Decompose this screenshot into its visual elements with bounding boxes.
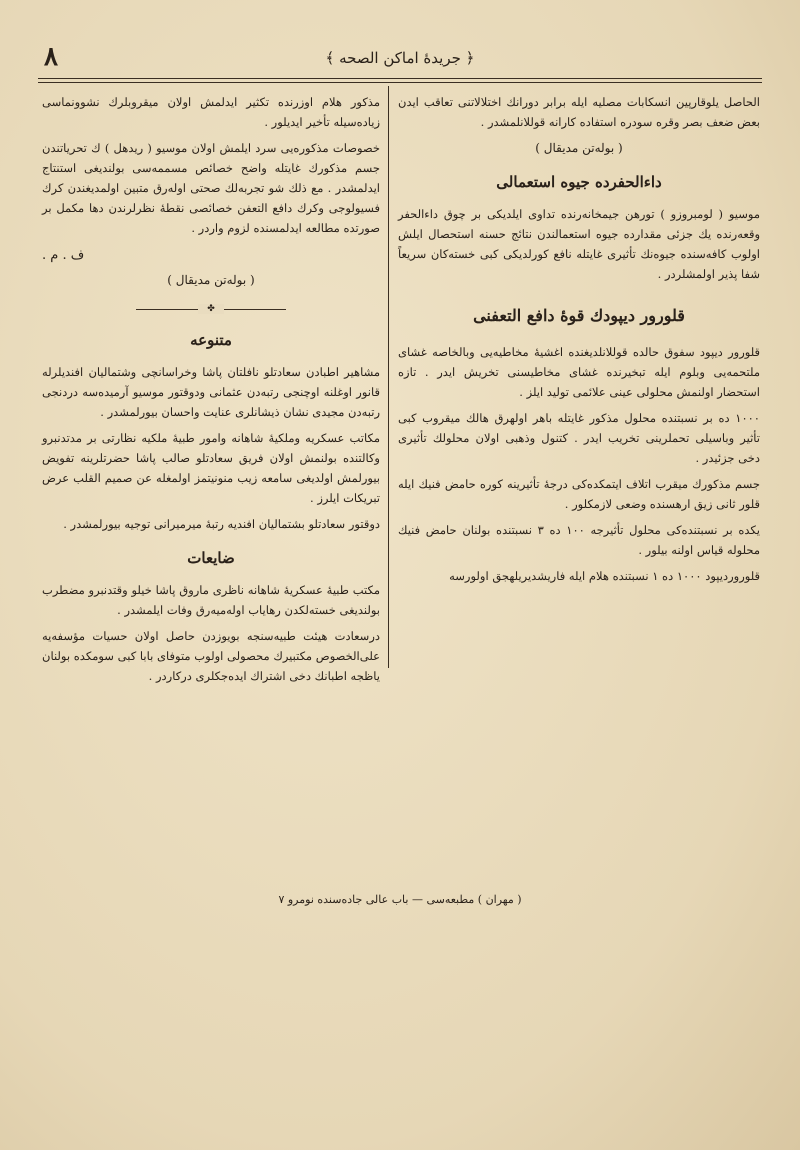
intro-paragraph: الحاصل يلوقارپين انسكابات مصليه ايله برابر دورانك اختلالاتنى تعاقب ايدن بعض ضعف بصر وقره سودره استفاده كارانه قوللانلمشدر . [398,95,760,129]
author-initials: ف . م . [42,248,85,263]
printer-imprint: ( مهران ) مطبعه‌سى — باب عالى جاده‌سنده نومرو ٧ [278,893,522,906]
page-number: ٨ [44,42,58,72]
continuation-paragraph-1: مذكور هلام اوزرنده تكثير ايدلمش اولان ميقروبلرك نشوونماسى زياده‌سيله تأخير ايديلور . [42,95,380,129]
section-title-miscellany: متنوعه [190,331,232,349]
section-title-losses: ضايعات [187,549,235,567]
right-column [398,92,760,592]
miscellany-paragraph-3: دوقتور سعادتلو بشتماليان افنديه رتبهٔ ميرميرانى توجيه بيورلمشدر . [63,517,380,531]
ornament-divider: ✤ [136,304,286,314]
source-signature: ( بوله‌تن مديقال ) [535,141,623,155]
header-rule-thin [38,82,762,83]
chloride-paragraph-2: ١٠٠٠ ده بر نسبتنده محلول مذكور غايتله باهر اولهرق هالك ميقروب كبى تأثير وباسيلى تحملرينى تخريب ايدر . كتنول وذهبى اولان محلولك تأثيرى دخى جزئيدر . [398,411,760,465]
miscellany-paragraph-1: مشاهير اطبادن سعادتلو نافلتان پاشا وخراسانچى وشتماليان افنديلرله قانور اوغلنه اوچنجى رتبه‌دن عثمانى ودوقتور موسيو آرميده‌سه دردنجى رتبه‌دن مجيدى نشان ذيشانلرى عنايت واحسان بيورلمشدر . [42,365,380,419]
miscellany-paragraph-2: مكاتب عسكريه وملكيهٔ شاهانه وامور طبيهٔ ملكيه نظارتى بر مدتدنبرو وكالتنده بولنمش اولان فريق سعادتلو صالب پاشا حضرتلرينه تفويض بيورلمش اولديغى سامعه زيب منونيتمز اولمغله عن صميم القلب عرض تبريكات ايلرز . [42,431,380,505]
header-rule [38,78,762,79]
running-title: ﴿ جريدهٔ اماكن الصحه ﴾ [325,49,475,67]
losses-paragraph-2: درسعادت هيئت طبيه‌سنجه بويوزدن حاصل اولان حسيات مؤسفه‌يه على‌الخصوص مكتبيرك محصولى اولوب متوفاى بابا كبى سومكده بولنان ياظجه اطبانك دخى اشتراك ايده‌جكلرى دركاردر . [42,629,380,683]
losses-paragraph-1: مكتب طبيهٔ عسكريهٔ شاهانه ناظرى ماروق پاشا خيلو وقتدنبرو مضطرب بولنديغى خسته‌لكدن رهاياب اوله‌ميه‌رق وفات ايلمشدر . [42,583,380,617]
chloride-paragraph-5: قلورورديپود ١٠٠٠ ده ١ نسبتنده هلام ايله فاريشديريلهجق اولورسه [449,569,760,583]
chloride-paragraph-3: جسم مذكورك ميقرب اتلاف ايتمكده‌كى درجهٔ تأثيرينه كوره حامض فنيك ايله قلور ثانى زيق ارهسنده وضعى لازمكلور . [398,477,760,511]
page-header [38,40,762,76]
section-title-mercury: داءالحفرده جيوه استعمالى [496,173,662,191]
chloride-paragraph-4: يكده بر نسبتنده‌كى محلول تأثيرجه ١٠٠ ده ٣ نسبتنده بولنان حامض فنيك محلوله قياس اولنه بيلور . [398,523,760,557]
section-title-chloride: قلورور ديپودك قوهٔ دافع التعفنى [473,306,685,325]
chloride-paragraph-1: قلورور ديپود سفوق حالده قوللانلديغنده اغشيهٔ مخاطيه‌يى وبالخاصه غشاى ملتحمه‌يى وبلوم ايله تبخيرنده غشاى مخاطيسنى تخريش ايدر . تازه استحضار اولنمش محلولى عينى علائمى توليد ايلز . [398,345,760,399]
mercury-paragraph: موسيو ( لومبروزو ) تورهن جيمخانه‌رنده تداوى ايلديكى بر چوق داءالحفر وقعه‌رنده يك جزئى مقدارده جيوه استعمالندن نتائج حسنه استحصال ايلش اولوب كافه‌سنده جيوه‌نك تأثيرى غايتله نافع كورلديكى كبى خسته‌كان سريعاً شفا پذير اولمشلردر . [398,207,760,281]
column-divider [388,86,389,668]
left-column [42,92,380,692]
continuation-paragraph-2: خصوصات مذكوره‌يى سرد ايلمش اولان موسيو ( ريدهل ) ك تحرياتندن جسم مذكورك غايتله واضح خصائص مسممه‌سى بولنديغى استنتاج ايدلمشدر . مع ذلك شو تجربه‌لك صحتى اوله‌رق متبين اولمديغندن كرك فسيولوجى وكرك دافع التعفن خصائصى نقطهٔ نظرلرندن دها مكمل بر صورتده مطالعه ايدلمسنده لزوم واردر . [42,141,380,235]
source-signature-left: ( بوله‌تن مديقال ) [167,273,255,287]
